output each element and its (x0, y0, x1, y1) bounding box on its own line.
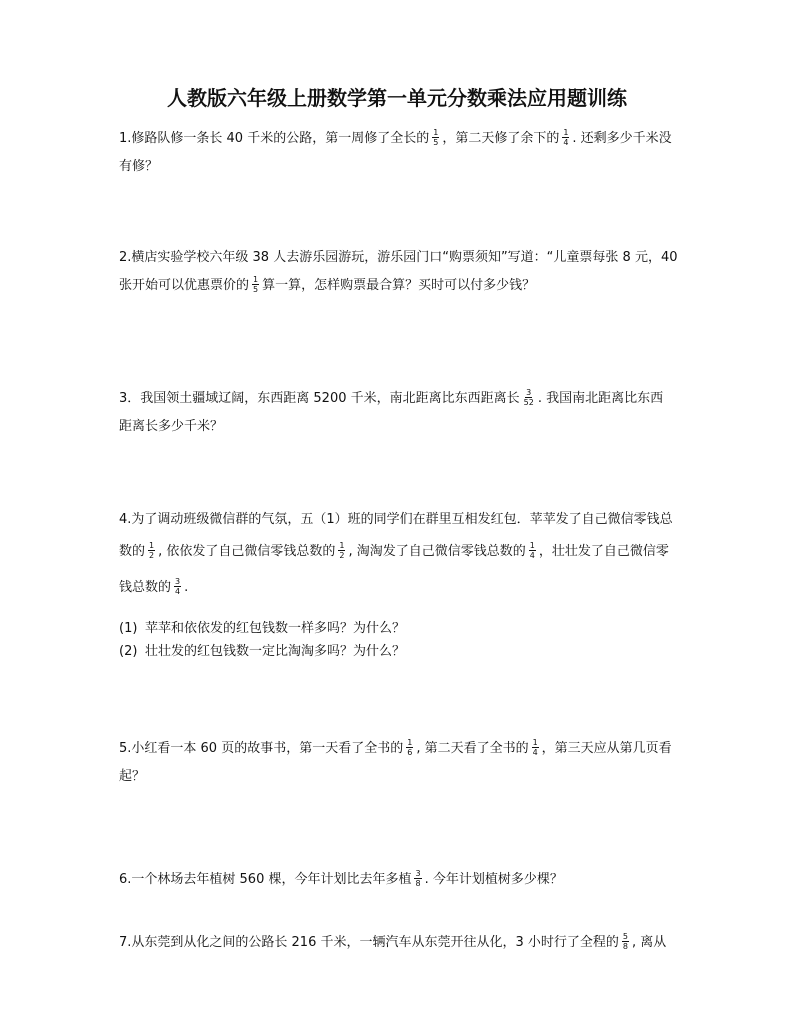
question-3-line-2: 距离长多少千米？ (119, 419, 224, 434)
question-4-line-1: 4.为了调动班级微信群的气氛，五（1）班的同学们在群里互相发红包．苹苹发了自己微信零钱总 (119, 512, 673, 527)
question-3-line-1: 3．我国领土疆域辽阔，东西距离 5200 千米，南北距离比东西距离长 $\frac{3}{52}$ . 我国南北距离比东西 (119, 388, 664, 407)
question-4-subquestion-2 (119, 642, 405, 662)
fraction: $\frac{1}{4}$ (529, 541, 535, 560)
fraction: $\frac{1}{5}$ (433, 128, 439, 147)
subquestion-number: (2) (119, 644, 138, 659)
question-7-line-1: 7.从东莞到从化之间的公路长 216 千米，一辆汽车从东莞开往从化，3 小时行了全程的 $\frac{5}{8}$ , 离从 (119, 932, 667, 951)
question-2-line-1: 2.横店实验学校六年级 38 人去游乐园游玩，游乐园门口“购票须知”写道：“儿童票每张 8 元，40 (119, 250, 678, 265)
fraction: $\frac{3}{4}$ (175, 577, 181, 596)
fraction: $\frac{3}{8}$ (415, 869, 421, 888)
fraction: $\frac{1}{2}$ (149, 541, 155, 560)
question-5 (119, 735, 707, 791)
question-1-line-2: 有修？ (119, 159, 159, 174)
fraction: $\frac{1}{5}$ (253, 275, 259, 294)
question-4-line-2: 数的 $\frac{1}{2}$ , 依依发了自己微信零钱总数的 $\frac{1}{2}$ , 淘淘发了自己微信零钱总数的 $\frac{1}{4}$ ，壮壮发了自己微信零 (119, 541, 669, 560)
question-1 (119, 125, 707, 181)
question-6 (119, 866, 707, 894)
question-1-line-1: 1.修路队修一条长 40 千米的公路，第一周修了全长的 $\frac{1}{5}$ ，第二天修了余下的 $\frac{1}{4}$ . 还剩多少千米没 (119, 128, 672, 147)
question-4 (119, 506, 707, 606)
subquestion-text: 壮壮发的红包钱数一定比淘淘多吗？为什么？ (145, 644, 406, 659)
subquestion-number: (1) (119, 621, 138, 636)
fraction: $\frac{1}{2}$ (339, 541, 345, 560)
question-4-subquestion-1 (119, 619, 405, 639)
question-6-line-1: 6.一个林场去年植树 560 棵，今年计划比去年多植 $\frac{3}{8}$ . 今年计划植树多少棵？ (119, 869, 563, 888)
fraction: $\frac{5}{8}$ (622, 932, 628, 951)
page-title: 人教版六年级上册数学第一单元分数乘法应用题训练 (167, 86, 627, 110)
question-4-line-3: 钱总数的 $\frac{3}{4}$ . (119, 577, 189, 596)
fraction: $\frac{3}{52}$ (523, 388, 534, 407)
fraction: $\frac{1}{4}$ (563, 128, 569, 147)
subquestion-text: 苹苹和依依发的红包钱数一样多吗？为什么？ (145, 621, 406, 636)
question-7 (119, 929, 707, 957)
question-5-line-2: 起？ (119, 769, 146, 784)
fraction: $\frac{1}{4}$ (532, 738, 538, 757)
question-2 (119, 244, 707, 300)
question-2-line-2: 张开始可以优惠票价的 $\frac{1}{5}$ 算一算，怎样购票最合算？买时可以付多少钱？ (119, 275, 536, 294)
fraction: $\frac{1}{6}$ (407, 738, 413, 757)
question-3 (119, 385, 707, 441)
question-5-line-1: 5.小红看一本 60 页的故事书，第一天看了全书的 $\frac{1}{6}$ , 第二天看了全书的 $\frac{1}{4}$ ，第三天应从第几页看 (119, 738, 672, 757)
